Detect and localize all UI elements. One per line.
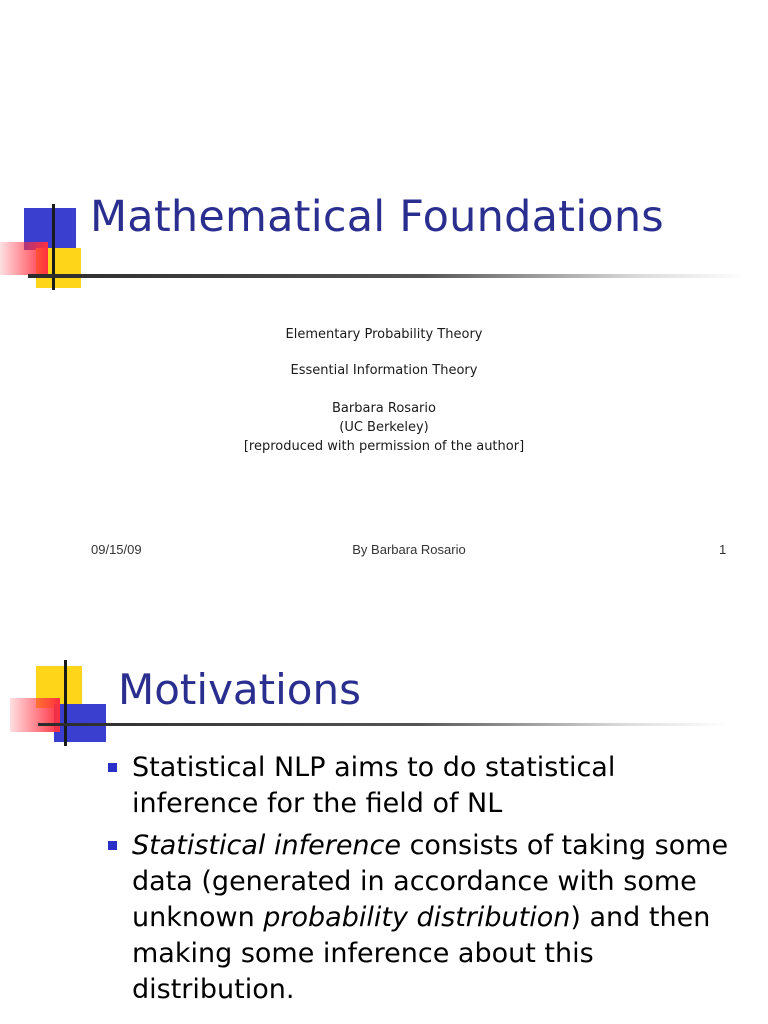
list-item <box>106 828 736 1008</box>
subtitle-line: Essential Information Theory <box>290 363 478 378</box>
slide-title: Motivations <box>118 665 361 714</box>
bullet-text: Statistical NLP aims to do statistical inference for the field of NL <box>132 752 616 819</box>
author-name: Barbara Rosario <box>332 401 436 416</box>
term-statistical-inference: Statistical inference <box>132 830 401 861</box>
motivations-slide <box>0 620 768 1024</box>
author-block <box>0 399 768 456</box>
bullet-text: ) and then making some inference about this distribution. <box>132 902 711 1005</box>
term-probability-distribution: probability distribution <box>263 902 571 933</box>
corner-decoration-icon <box>0 620 110 760</box>
title-divider <box>28 274 748 278</box>
footer-page-number: 1 <box>719 542 727 557</box>
subtitle-line: Elementary Probability Theory <box>285 327 483 342</box>
author-affiliation: (UC Berkeley) <box>339 420 429 435</box>
footer-author: By Barbara Rosario <box>352 542 466 557</box>
bullet-text: consists of taking some data (generated in accordance with some unknown <box>132 830 729 933</box>
bullet-list <box>106 750 736 1014</box>
list-item <box>106 750 736 822</box>
corner-decoration-icon <box>0 0 110 300</box>
footer-date: 09/15/09 <box>91 542 142 557</box>
bullet-square-icon <box>108 763 117 772</box>
title-divider <box>38 723 728 726</box>
bullet-square-icon <box>108 841 117 850</box>
slide-title: Mathematical Foundations <box>90 192 664 242</box>
permission-note: [reproduced with permission of the author] <box>243 439 525 454</box>
